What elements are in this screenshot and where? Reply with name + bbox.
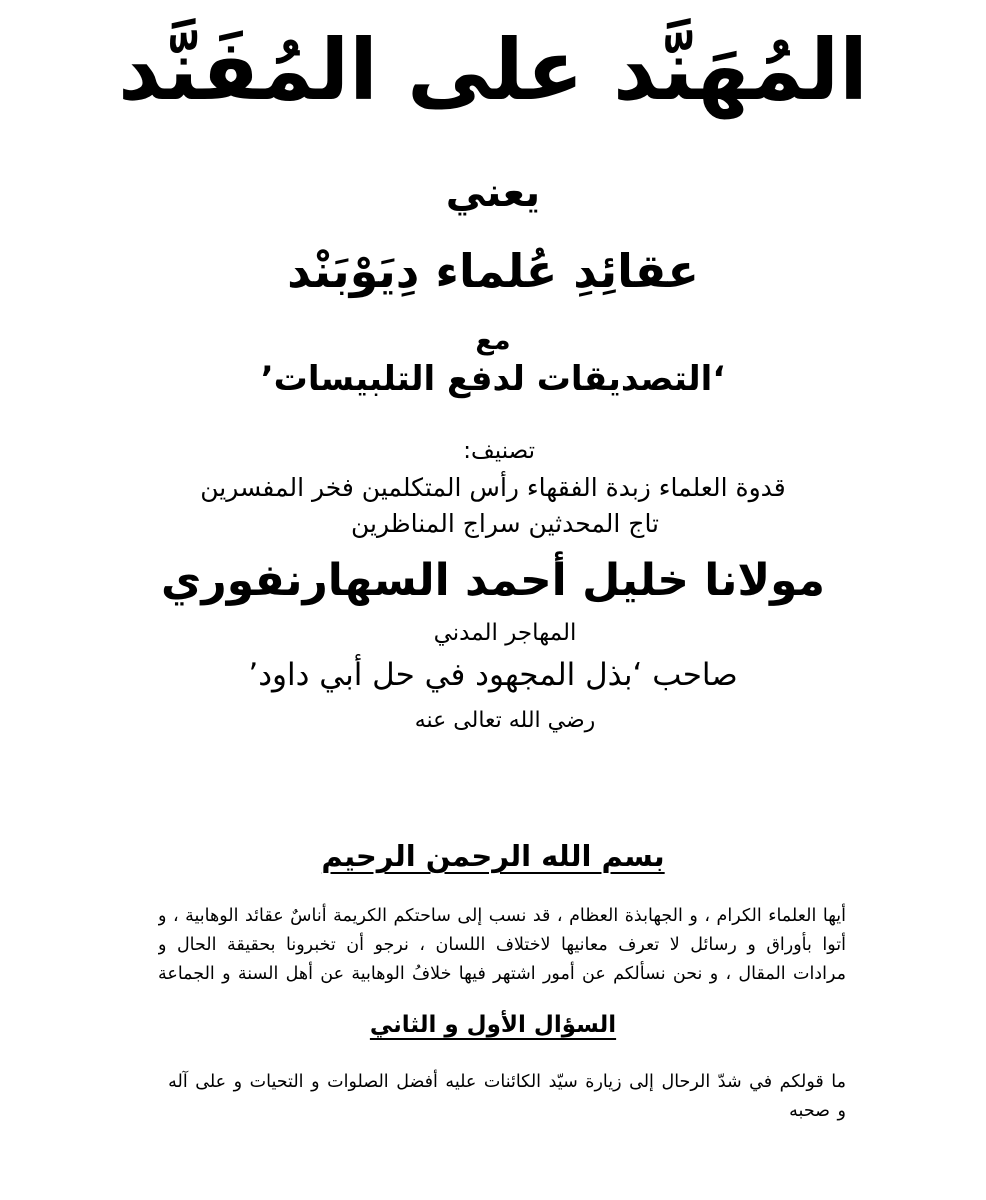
paragraph-line: و صحبه [789, 1101, 846, 1121]
basmala-heading [0, 840, 986, 873]
paragraph-line: ما قولكم في شدّ الرحال إلى زيارة سيّد الكائنات عليه أفضل الصلوات و التحيات و على آله [168, 1072, 846, 1092]
question-paragraph [158, 1068, 846, 1126]
author-descriptor: المهاجر المدني [433, 620, 577, 646]
intro-paragraph [158, 902, 846, 989]
paragraph-line: مرادات المقال ، و نحن نسألكم عن أمور اشتهر فيها خلافُ الوهابية عن أهل السنة و الجماعة [158, 964, 846, 984]
author-name: مولانا خليل أحمد السهارنفوري [161, 555, 825, 606]
section-heading-text: السؤال الأول و الثاني [369, 1012, 617, 1038]
author-epithet-line-2: تاج المحدثين سراج المناظرين [350, 509, 660, 538]
book-subtitle: عقائِدِ عُلماء دِيَوْبَنْد [287, 244, 699, 298]
basmala-text: بسم الله الرحمن الرحيم [321, 839, 665, 873]
with-label: مع [475, 325, 511, 356]
section-heading [0, 1012, 986, 1038]
compiled-by-label: تصنيف: [463, 438, 535, 464]
paragraph-line: أيها العلماء الكرام ، و الجهابذة العظام ، قد نسب إلى ساحتكم الكريمة أناسٌ عقائد الوهابية ، و [158, 906, 846, 926]
book-title: المُهَنَّد على المُفَنَّد [118, 21, 868, 119]
author-epithet-line-1: قدوة العلماء زبدة الفقهاء رأس المتكلمين فخر المفسرين [200, 473, 786, 502]
author-work: صاحب ‘بذل المجهود في حل أبي داود’ [248, 657, 738, 693]
paragraph-line: أتوا بأوراق و رسائل لا تعرف معانيها لاختلاف اللسان ، نرجو أن تخبرونا بحقيقة الحال و [158, 935, 846, 955]
appendix-title: ‘التصديقات لدفع التلبيسات’ [260, 359, 726, 399]
author-blessing: رضي الله تعالى عنه [414, 708, 596, 733]
subtitle-intro: يعني [445, 170, 541, 216]
